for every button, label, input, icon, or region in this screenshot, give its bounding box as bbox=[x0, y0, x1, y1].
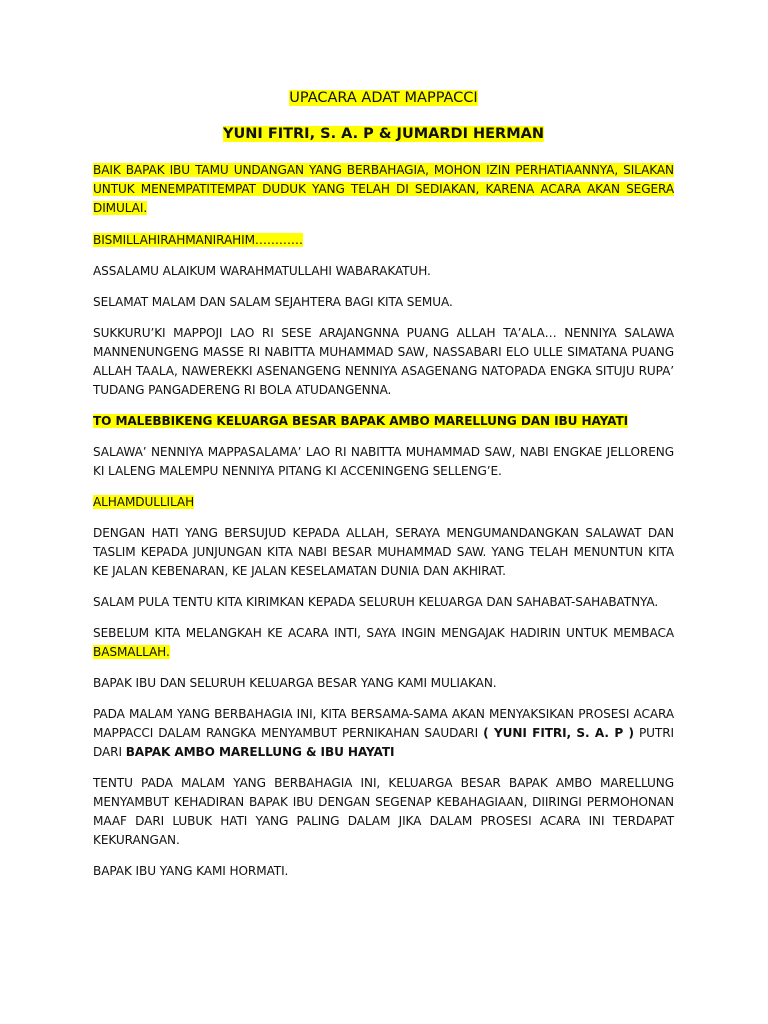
paragraph-basmallah bbox=[93, 624, 674, 662]
paragraph-sukkuru: SUKKURU’KI MAPPOJI LAO RI SESE ARAJANGNNA PUANG ALLAH TA’ALA… NENNIYA SALAWA MANNENUNGENG MASSE RI NABITTA MUHAMMAD SAW, NASSABARI ELO ULLE SIMATANA PUANG ALLAH TAALA, NAWEREKKI ASENANGENG NENNIYA ASAGENANG NATOPADA ENGKA SITUJU RUPA’ TUDANG PANGADERENG RI BOLA ATUDANGENNA. bbox=[93, 326, 674, 397]
parents-name: BAPAK AMBO MARELLUNG & IBU HAYATI bbox=[125, 745, 395, 759]
paragraph-hormati: BAPAK IBU YANG KAMI HORMATI. bbox=[93, 864, 289, 878]
malebbikeng-text: TO MALEBBIKENG KELUARGA BESAR BAPAK AMBO MARELLUNG DAN IBU HAYATI bbox=[93, 414, 629, 428]
welcome-text: BAIK BAPAK IBU TAMU UNDANGAN YANG BERBAHAGIA, MOHON IZIN PERHATIAANNYA, SILAKAN UNTUK MENEMPATITEMPAT DUDUK YANG TELAH DI SEDIAKAN, KARENA ACARA AKAN SEGERA DIMULAI. bbox=[93, 163, 674, 215]
paragraph-salam-pula: SALAM PULA TENTU KITA KIRIMKAN KEPADA SELURUH KELUARGA DAN SAHABAT-SAHABATNYA. bbox=[93, 595, 659, 609]
paragraph-pada-malam bbox=[93, 705, 674, 762]
alhamdullilah-text: ALHAMDULLILAH bbox=[93, 495, 195, 509]
subtitle-text: YUNI FITRI, S. A. P & JUMARDI HERMAN bbox=[222, 126, 545, 142]
basmallah-highlight: BASMALLAH. bbox=[93, 645, 170, 659]
document-subtitle bbox=[93, 124, 674, 144]
paragraph-salawa: SALAWA’ NENNIYA MAPPASALAMA’ LAO RI NABITTA MUHAMMAD SAW, NABI ENGKAE JELLORENG KI LALENG MALEMPU NENNIYA PITANG KI ACCENINGENG SELLENG’E. bbox=[93, 445, 674, 478]
paragraph-welcome bbox=[93, 161, 674, 218]
paragraph-bapak-ibu: BAPAK IBU DAN SELURUH KELUARGA BESAR YANG KAMI MULIAKAN. bbox=[93, 676, 497, 690]
bride-name: ( YUNI FITRI, S. A. P ) bbox=[483, 726, 634, 740]
basmallah-intro: SEBELUM KITA MELANGKAH KE ACARA INTI, SAYA INGIN MENGAJAK HADIRIN UNTUK MEMBACA bbox=[93, 626, 674, 640]
paragraph-greeting: SELAMAT MALAM DAN SALAM SEJAHTERA BAGI KITA SEMUA. bbox=[93, 295, 453, 309]
paragraph-salam: ASSALAMU ALAIKUM WARAHMATULLAHI WABARAKATUH. bbox=[93, 264, 431, 278]
paragraph-bismillah bbox=[93, 231, 674, 250]
paragraph-alhamdullilah bbox=[93, 493, 674, 512]
paragraph-malebbikeng bbox=[93, 412, 674, 431]
paragraph-dengan-hati: DENGAN HATI YANG BERSUJUD KEPADA ALLAH, SERAYA MENGUMANDANGKAN SALAWAT DAN TASLIM KEPADA JUNJUNGAN KITA NABI BESAR MUHAMMAD SAW. YANG TELAH MENUNTUN KITA KE JALAN KEBENARAN, KE JALAN KESELAMATAN DUNIA DAN AKHIRAT. bbox=[93, 526, 674, 578]
paragraph-tentu: TENTU PADA MALAM YANG BERBAHAGIA INI, KELUARGA BESAR BAPAK AMBO MARELLUNG MENYAMBUT KEHADIRAN BAPAK IBU DENGAN SEGENAP KEBAHAGIAAN, DIIRINGI PERMOHONAN MAAF DARI LUBUK HATI YANG PALING DALAM JIKA DALAM PROSESI ACARA INI TERDAPAT KEKURANGAN. bbox=[93, 776, 674, 847]
putri-dari-text: PUTRI DARI bbox=[93, 726, 674, 759]
document-title bbox=[93, 88, 674, 108]
title-text: UPACARA ADAT MAPPACCI bbox=[289, 90, 478, 106]
bismillah-text: BISMILLAHIRAHMANIRAHIM………… bbox=[93, 233, 303, 247]
pada-malam-text: PADA MALAM YANG BERBAHAGIA INI, KITA BERSAMA-SAMA AKAN MENYAKSIKAN PROSESI ACARA MAPPACCI DALAM RANGKA MENYAMBUT PERNIKAHAN SAUDARI bbox=[93, 707, 674, 740]
